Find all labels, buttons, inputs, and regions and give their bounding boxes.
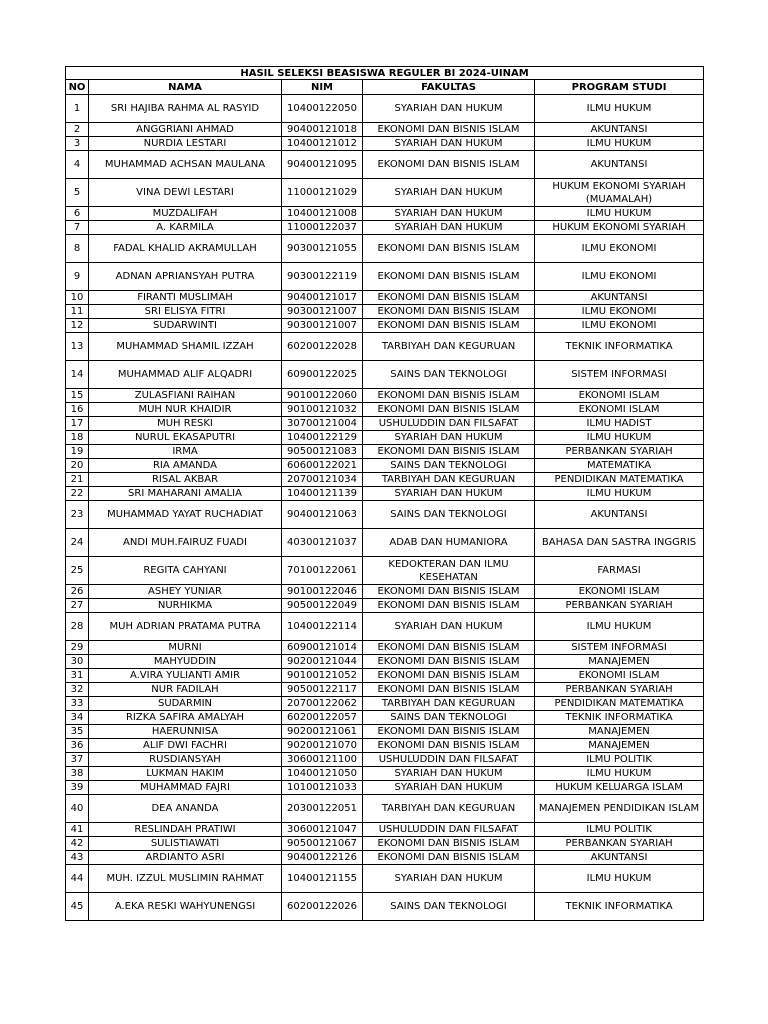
student-name: MUHAMMAD ACHSAN MAULANA	[89, 151, 282, 179]
column-header-fakultas: FAKULTAS	[363, 80, 535, 95]
table-row	[66, 753, 704, 767]
faculty: EKONOMI DAN BISNIS ISLAM	[363, 151, 535, 179]
faculty: EKONOMI DAN BISNIS ISLAM	[363, 319, 535, 333]
table-row	[66, 361, 704, 389]
student-nim: 90400122126	[282, 851, 363, 865]
student-name: RESLINDAH PRATIWI	[89, 823, 282, 837]
faculty: EKONOMI DAN BISNIS ISLAM	[363, 669, 535, 683]
study-program: ILMU HUKUM	[535, 487, 704, 501]
study-program: ILMU HUKUM	[535, 137, 704, 151]
student-nim: 90300121007	[282, 319, 363, 333]
row-number: 17	[66, 417, 89, 431]
row-number: 18	[66, 431, 89, 445]
row-number: 13	[66, 333, 89, 361]
table-row	[66, 459, 704, 473]
student-name: A.EKA RESKI WAHYUNENGSI	[89, 893, 282, 921]
faculty: TARBIYAH DAN KEGURUAN	[363, 795, 535, 823]
table-row	[66, 221, 704, 235]
faculty: SYARIAH DAN HUKUM	[363, 207, 535, 221]
faculty: EKONOMI DAN BISNIS ISLAM	[363, 599, 535, 613]
faculty: USHULUDDIN DAN FILSAFAT	[363, 753, 535, 767]
table-row	[66, 865, 704, 893]
student-nim: 20700121034	[282, 473, 363, 487]
student-name: LUKMAN HAKIM	[89, 767, 282, 781]
student-nim: 90300121007	[282, 305, 363, 319]
row-number: 26	[66, 585, 89, 599]
student-name: SUDARWINTI	[89, 319, 282, 333]
study-program: AKUNTANSI	[535, 501, 704, 529]
student-name: ADNAN APRIANSYAH PUTRA	[89, 263, 282, 291]
study-program: HUKUM EKONOMI SYARIAH (MUAMALAH)	[535, 179, 704, 207]
row-number: 40	[66, 795, 89, 823]
table-row	[66, 669, 704, 683]
faculty: ADAB DAN HUMANIORA	[363, 529, 535, 557]
faculty: SYARIAH DAN HUKUM	[363, 781, 535, 795]
row-number: 20	[66, 459, 89, 473]
student-nim: 40300121037	[282, 529, 363, 557]
student-nim: 10400121050	[282, 767, 363, 781]
table-row	[66, 767, 704, 781]
student-name: ANGGRIANI AHMAD	[89, 123, 282, 137]
study-program: ILMU HUKUM	[535, 431, 704, 445]
student-name: RUSDIANSYAH	[89, 753, 282, 767]
row-number: 32	[66, 683, 89, 697]
student-name: MUHAMMAD ALIF ALQADRI	[89, 361, 282, 389]
table-row	[66, 473, 704, 487]
faculty: SYARIAH DAN HUKUM	[363, 865, 535, 893]
student-nim: 90100122046	[282, 585, 363, 599]
student-nim: 10400121139	[282, 487, 363, 501]
faculty: USHULUDDIN DAN FILSAFAT	[363, 417, 535, 431]
study-program: TEKNIK INFORMATIKA	[535, 333, 704, 361]
student-nim: 30700121004	[282, 417, 363, 431]
table-row	[66, 151, 704, 179]
row-number: 27	[66, 599, 89, 613]
student-nim: 90300122119	[282, 263, 363, 291]
faculty: EKONOMI DAN BISNIS ISLAM	[363, 235, 535, 263]
row-number: 31	[66, 669, 89, 683]
table-row	[66, 95, 704, 123]
faculty: SAINS DAN TEKNOLOGI	[363, 459, 535, 473]
row-number: 45	[66, 893, 89, 921]
row-number: 22	[66, 487, 89, 501]
faculty: EKONOMI DAN BISNIS ISLAM	[363, 655, 535, 669]
student-name: FADAL KHALID AKRAMULLAH	[89, 235, 282, 263]
row-number: 28	[66, 613, 89, 641]
student-name: ASHEY YUNIAR	[89, 585, 282, 599]
student-nim: 10400121155	[282, 865, 363, 893]
row-number: 34	[66, 711, 89, 725]
study-program: HUKUM KELUARGA ISLAM	[535, 781, 704, 795]
student-name: ARDIANTO ASRI	[89, 851, 282, 865]
student-nim: 90200121044	[282, 655, 363, 669]
row-number: 6	[66, 207, 89, 221]
student-name: IRMA	[89, 445, 282, 459]
student-nim: 30600121100	[282, 753, 363, 767]
student-name: ZULASFIANI RAIHAN	[89, 389, 282, 403]
student-name: RISAL AKBAR	[89, 473, 282, 487]
student-name: SRI ELISYA FITRI	[89, 305, 282, 319]
study-program: ILMU HUKUM	[535, 767, 704, 781]
study-program: ILMU EKONOMI	[535, 319, 704, 333]
study-program: MANAJEMEN PENDIDIKAN ISLAM	[535, 795, 704, 823]
study-program: MANAJEMEN	[535, 655, 704, 669]
study-program: TEKNIK INFORMATIKA	[535, 893, 704, 921]
student-nim: 90500122049	[282, 599, 363, 613]
student-name: MAHYUDDIN	[89, 655, 282, 669]
table-row	[66, 725, 704, 739]
faculty: EKONOMI DAN BISNIS ISLAM	[363, 291, 535, 305]
student-nim: 10400122050	[282, 95, 363, 123]
faculty: EKONOMI DAN BISNIS ISLAM	[363, 389, 535, 403]
student-nim: 70100122061	[282, 557, 363, 585]
study-program: ILMU HADIST	[535, 417, 704, 431]
faculty: EKONOMI DAN BISNIS ISLAM	[363, 739, 535, 753]
student-name: NUR FADILAH	[89, 683, 282, 697]
row-number: 16	[66, 403, 89, 417]
faculty: TARBIYAH DAN KEGURUAN	[363, 697, 535, 711]
study-program: PENDIDIKAN MATEMATIKA	[535, 473, 704, 487]
study-program: SISTEM INFORMASI	[535, 361, 704, 389]
student-nim: 60900122025	[282, 361, 363, 389]
study-program: EKONOMI ISLAM	[535, 389, 704, 403]
study-program: MANAJEMEN	[535, 725, 704, 739]
row-number: 11	[66, 305, 89, 319]
study-program: ILMU HUKUM	[535, 613, 704, 641]
student-nim: 60200122026	[282, 893, 363, 921]
row-number: 36	[66, 739, 89, 753]
student-nim: 90300121055	[282, 235, 363, 263]
faculty: EKONOMI DAN BISNIS ISLAM	[363, 403, 535, 417]
row-number: 30	[66, 655, 89, 669]
student-nim: 11000122037	[282, 221, 363, 235]
row-number: 19	[66, 445, 89, 459]
table-row	[66, 333, 704, 361]
table-row	[66, 235, 704, 263]
student-nim: 20700122062	[282, 697, 363, 711]
table-row	[66, 389, 704, 403]
faculty: TARBIYAH DAN KEGURUAN	[363, 473, 535, 487]
student-name: FIRANTI MUSLIMAH	[89, 291, 282, 305]
faculty: SYARIAH DAN HUKUM	[363, 613, 535, 641]
study-program: ILMU HUKUM	[535, 95, 704, 123]
table-row	[66, 711, 704, 725]
faculty: EKONOMI DAN BISNIS ISLAM	[363, 445, 535, 459]
column-header-program-studi: PROGRAM STUDI	[535, 80, 704, 95]
table-row	[66, 781, 704, 795]
row-number: 37	[66, 753, 89, 767]
faculty: EKONOMI DAN BISNIS ISLAM	[363, 263, 535, 291]
student-name: SRI MAHARANI AMALIA	[89, 487, 282, 501]
selection-results-table	[65, 66, 704, 921]
student-name: MUHAMMAD YAYAT RUCHADIAT	[89, 501, 282, 529]
study-program: ILMU POLITIK	[535, 823, 704, 837]
study-program: ILMU EKONOMI	[535, 305, 704, 319]
student-nim: 90500122117	[282, 683, 363, 697]
table-row	[66, 697, 704, 711]
table-row	[66, 613, 704, 641]
student-name: A. KARMILA	[89, 221, 282, 235]
student-nim: 10400122114	[282, 613, 363, 641]
student-name: SRI HAJIBA RAHMA AL RASYID	[89, 95, 282, 123]
student-name: MUHAMMAD FAJRI	[89, 781, 282, 795]
row-number: 43	[66, 851, 89, 865]
student-name: SULISTIAWATI	[89, 837, 282, 851]
student-nim: 90100121032	[282, 403, 363, 417]
study-program: EKONOMI ISLAM	[535, 403, 704, 417]
table-row	[66, 641, 704, 655]
sheet-title: HASIL SELEKSI BEASISWA REGULER BI 2024-UINAM	[66, 67, 704, 80]
faculty: SYARIAH DAN HUKUM	[363, 431, 535, 445]
table-row	[66, 403, 704, 417]
faculty: EKONOMI DAN BISNIS ISLAM	[363, 683, 535, 697]
student-name: NURHIKMA	[89, 599, 282, 613]
column-header-nama: NAMA	[89, 80, 282, 95]
study-program: MANAJEMEN	[535, 739, 704, 753]
table-row	[66, 837, 704, 851]
student-nim: 90100122060	[282, 389, 363, 403]
student-name: NURDIA LESTARI	[89, 137, 282, 151]
table-row	[66, 823, 704, 837]
row-number: 1	[66, 95, 89, 123]
row-number: 4	[66, 151, 89, 179]
row-number: 39	[66, 781, 89, 795]
student-nim: 90500121067	[282, 837, 363, 851]
student-name: VINA DEWI LESTARI	[89, 179, 282, 207]
student-nim: 10400122129	[282, 431, 363, 445]
row-number: 2	[66, 123, 89, 137]
student-nim: 60900121014	[282, 641, 363, 655]
study-program: EKONOMI ISLAM	[535, 585, 704, 599]
student-nim: 20300122051	[282, 795, 363, 823]
row-number: 5	[66, 179, 89, 207]
study-program: MATEMATIKA	[535, 459, 704, 473]
row-number: 38	[66, 767, 89, 781]
table-row	[66, 655, 704, 669]
faculty: SYARIAH DAN HUKUM	[363, 487, 535, 501]
table-row	[66, 207, 704, 221]
faculty: EKONOMI DAN BISNIS ISLAM	[363, 851, 535, 865]
student-name: MUZDALIFAH	[89, 207, 282, 221]
student-nim: 90400121063	[282, 501, 363, 529]
faculty: EKONOMI DAN BISNIS ISLAM	[363, 585, 535, 599]
row-number: 3	[66, 137, 89, 151]
faculty: KEDOKTERAN DAN ILMU KESEHATAN	[363, 557, 535, 585]
table-row	[66, 445, 704, 459]
student-nim: 10400121008	[282, 207, 363, 221]
student-nim: 90200121061	[282, 725, 363, 739]
row-number: 29	[66, 641, 89, 655]
student-nim: 10100121033	[282, 781, 363, 795]
study-program: HUKUM EKONOMI SYARIAH	[535, 221, 704, 235]
study-program: PERBANKAN SYARIAH	[535, 837, 704, 851]
study-program: FARMASI	[535, 557, 704, 585]
table-row	[66, 417, 704, 431]
faculty: SAINS DAN TEKNOLOGI	[363, 501, 535, 529]
study-program: PERBANKAN SYARIAH	[535, 599, 704, 613]
faculty: EKONOMI DAN BISNIS ISLAM	[363, 725, 535, 739]
student-nim: 90100121052	[282, 669, 363, 683]
student-nim: 90400121095	[282, 151, 363, 179]
student-name: ANDI MUH.FAIRUZ FUADI	[89, 529, 282, 557]
student-nim: 60200122057	[282, 711, 363, 725]
table-row	[66, 263, 704, 291]
table-row	[66, 739, 704, 753]
faculty: SYARIAH DAN HUKUM	[363, 137, 535, 151]
study-program: PERBANKAN SYARIAH	[535, 683, 704, 697]
table-row	[66, 529, 704, 557]
table-row	[66, 557, 704, 585]
row-number: 42	[66, 837, 89, 851]
student-nim: 60600122021	[282, 459, 363, 473]
table-row	[66, 431, 704, 445]
student-nim: 60200122028	[282, 333, 363, 361]
row-number: 24	[66, 529, 89, 557]
student-name: RIA AMANDA	[89, 459, 282, 473]
faculty: SAINS DAN TEKNOLOGI	[363, 361, 535, 389]
table-row	[66, 683, 704, 697]
faculty: SYARIAH DAN HUKUM	[363, 767, 535, 781]
student-name: MUH RESKI	[89, 417, 282, 431]
student-name: RIZKA SAFIRA AMALYAH	[89, 711, 282, 725]
faculty: SAINS DAN TEKNOLOGI	[363, 711, 535, 725]
student-nim: 11000121029	[282, 179, 363, 207]
student-nim: 90400121018	[282, 123, 363, 137]
study-program: PENDIDIKAN MATEMATIKA	[535, 697, 704, 711]
student-name: MURNI	[89, 641, 282, 655]
table-row	[66, 501, 704, 529]
student-name: MUH. IZZUL MUSLIMIN RAHMAT	[89, 865, 282, 893]
faculty: SYARIAH DAN HUKUM	[363, 179, 535, 207]
row-number: 8	[66, 235, 89, 263]
row-number: 15	[66, 389, 89, 403]
faculty: TARBIYAH DAN KEGURUAN	[363, 333, 535, 361]
faculty: EKONOMI DAN BISNIS ISLAM	[363, 641, 535, 655]
table-row	[66, 291, 704, 305]
faculty: EKONOMI DAN BISNIS ISLAM	[363, 837, 535, 851]
row-number: 12	[66, 319, 89, 333]
student-name: MUH ADRIAN PRATAMA PUTRA	[89, 613, 282, 641]
study-program: TEKNIK INFORMATIKA	[535, 711, 704, 725]
faculty: SAINS DAN TEKNOLOGI	[363, 893, 535, 921]
row-number: 25	[66, 557, 89, 585]
faculty: EKONOMI DAN BISNIS ISLAM	[363, 305, 535, 319]
student-nim: 90400121017	[282, 291, 363, 305]
study-program: ILMU HUKUM	[535, 207, 704, 221]
table-row	[66, 599, 704, 613]
row-number: 10	[66, 291, 89, 305]
faculty: SYARIAH DAN HUKUM	[363, 221, 535, 235]
study-program: ILMU EKONOMI	[535, 235, 704, 263]
student-nim: 90200121070	[282, 739, 363, 753]
table-row	[66, 123, 704, 137]
study-program: PERBANKAN SYARIAH	[535, 445, 704, 459]
row-number: 44	[66, 865, 89, 893]
column-header-no: NO	[66, 80, 89, 95]
student-nim: 30600121047	[282, 823, 363, 837]
faculty: USHULUDDIN DAN FILSAFAT	[363, 823, 535, 837]
row-number: 14	[66, 361, 89, 389]
student-name: DEA ANANDA	[89, 795, 282, 823]
study-program: AKUNTANSI	[535, 291, 704, 305]
study-program: SISTEM INFORMASI	[535, 641, 704, 655]
student-name: NURUL EKASAPUTRI	[89, 431, 282, 445]
row-number: 23	[66, 501, 89, 529]
row-number: 7	[66, 221, 89, 235]
study-program: AKUNTANSI	[535, 123, 704, 137]
study-program: EKONOMI ISLAM	[535, 669, 704, 683]
table-row	[66, 179, 704, 207]
student-name: MUHAMMAD SHAMIL IZZAH	[89, 333, 282, 361]
student-name: REGITA CAHYANI	[89, 557, 282, 585]
study-program: BAHASA DAN SASTRA INGGRIS	[535, 529, 704, 557]
table-row	[66, 137, 704, 151]
study-program: AKUNTANSI	[535, 851, 704, 865]
faculty: EKONOMI DAN BISNIS ISLAM	[363, 123, 535, 137]
study-program: ILMU HUKUM	[535, 865, 704, 893]
faculty: SYARIAH DAN HUKUM	[363, 95, 535, 123]
student-name: SUDARMIN	[89, 697, 282, 711]
student-nim: 90500121083	[282, 445, 363, 459]
student-name: HAERUNNISA	[89, 725, 282, 739]
row-number: 21	[66, 473, 89, 487]
row-number: 33	[66, 697, 89, 711]
study-program: ILMU POLITIK	[535, 753, 704, 767]
table-body	[66, 95, 704, 921]
student-name: MUH NUR KHAIDIR	[89, 403, 282, 417]
table-row	[66, 893, 704, 921]
table-row	[66, 305, 704, 319]
table-row	[66, 487, 704, 501]
table-row	[66, 795, 704, 823]
student-nim: 10400121012	[282, 137, 363, 151]
table-row	[66, 851, 704, 865]
table-row	[66, 585, 704, 599]
table-row	[66, 319, 704, 333]
row-number: 9	[66, 263, 89, 291]
student-name: ALIF DWI FACHRI	[89, 739, 282, 753]
column-header-nim: NIM	[282, 80, 363, 95]
student-name: A.VIRA YULIANTI AMIR	[89, 669, 282, 683]
study-program: ILMU EKONOMI	[535, 263, 704, 291]
study-program: AKUNTANSI	[535, 151, 704, 179]
row-number: 35	[66, 725, 89, 739]
row-number: 41	[66, 823, 89, 837]
